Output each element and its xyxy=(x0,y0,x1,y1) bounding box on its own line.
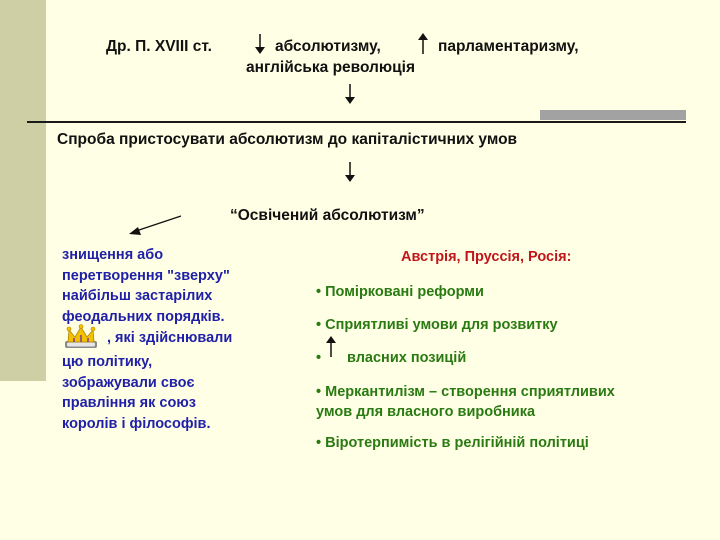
bullet-5: • Віротерпимість в релігійній політиці xyxy=(316,435,589,451)
bullet-2: • Сприятливі умови для розвитку xyxy=(316,317,558,333)
countries-heading: Австрія, Пруссія, Росія: xyxy=(401,249,572,265)
left-line-8: правління як союз xyxy=(62,395,196,411)
crown-icon xyxy=(64,324,98,350)
bullet-1: • Поміркованi реформи xyxy=(316,284,484,300)
left-line-3: найбільш застарілих xyxy=(62,288,213,304)
left-line-6: цю політику, xyxy=(62,354,153,370)
header-period: Др. П. XVIII ст. xyxy=(106,38,212,55)
header-revolution: англійська революція xyxy=(246,59,416,76)
arrow-down-icon xyxy=(254,34,266,56)
left-line-4: феодальних порядків. xyxy=(62,308,225,325)
arrow-diagonal-icon xyxy=(126,214,186,238)
bullet-3: • xyxy=(316,350,322,366)
header-absolutism: абсолютизму, xyxy=(275,38,381,55)
left-line-5: , які здійснювали xyxy=(62,327,302,352)
header-parliamentarism: парламентаризму, xyxy=(438,38,579,55)
left-line-1: знищення або xyxy=(62,247,164,263)
left-column xyxy=(62,245,302,434)
bullet-3-text: власних позицій xyxy=(347,350,467,366)
left-line-2: перетворення "зверху" xyxy=(62,267,230,284)
left-line-7: зображували своє xyxy=(62,374,195,391)
arrow-up-icon xyxy=(417,32,429,54)
arrow-down-icon xyxy=(344,162,356,184)
attempt-statement: Спроба пристосувати абсолютизм до капіталістичних умов xyxy=(57,131,518,148)
gray-bar-decor xyxy=(540,110,686,120)
enlightened-absolutism-title: “Освічений абсолютизм” xyxy=(230,207,425,224)
sidebar-decor xyxy=(0,0,46,381)
left-line-9: королів і філософів. xyxy=(62,415,211,432)
arrow-up-icon xyxy=(325,335,337,357)
divider-line xyxy=(27,121,686,123)
arrow-down-icon xyxy=(344,84,356,106)
bullet-4: • Меркантилізм – створення сприятливих умов для власного виробника xyxy=(316,384,615,420)
